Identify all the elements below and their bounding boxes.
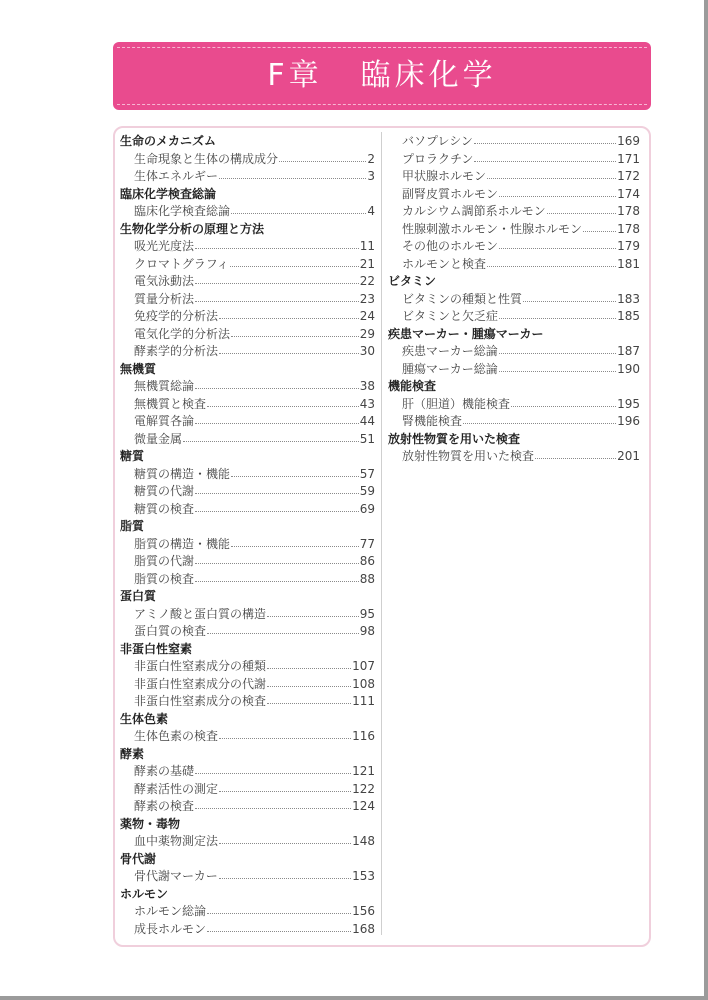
toc-entry-label: 性腺刺激ホルモン・性腺ホルモン (402, 221, 583, 236)
toc-entry-label: 生命現象と生体の構成成分 (134, 151, 279, 166)
toc-entry-label: 腫瘍マーカー総論 (402, 361, 498, 376)
toc-entry[interactable] (120, 378, 375, 396)
toc-entry[interactable] (388, 361, 640, 379)
toc-entry-label: 免疫学的分析法 (134, 309, 219, 323)
toc-entry-label: 糖質の検査 (134, 501, 195, 516)
toc-section-heading: 臨床化学検査総論 (120, 186, 217, 201)
dot-leader (195, 423, 359, 424)
toc-entry[interactable] (388, 413, 640, 431)
toc-entry-page: 116 (352, 729, 375, 743)
toc-entry[interactable] (388, 133, 640, 151)
toc-entry[interactable] (388, 221, 640, 239)
toc-entry-label: ホルモン総論 (134, 904, 207, 918)
dot-leader (195, 581, 359, 582)
toc-entry[interactable] (120, 606, 375, 624)
toc-entry-label: 脂質の検査 (134, 571, 195, 586)
chapter-title (113, 42, 651, 110)
toc-entry-label: プロラクチン (402, 151, 474, 166)
toc-entry-page: 30 (359, 344, 375, 358)
toc-entry-label: 腎機能検査 (402, 414, 463, 428)
toc-entry-label: 酵素学的分析法 (134, 344, 219, 358)
toc-entry-page: 38 (359, 379, 375, 393)
dot-leader (474, 143, 616, 144)
toc-entry-label: 非蛋白性窒素成分の種類 (134, 659, 267, 673)
dot-leader (231, 546, 359, 547)
toc-column-right (388, 133, 640, 466)
toc-entry-label: 脂質の代謝 (134, 554, 195, 568)
dot-leader (231, 213, 366, 214)
toc-entry-label: バソプレシン (402, 134, 473, 148)
toc-section-heading: 生命のメカニズム (120, 134, 217, 148)
toc-entry[interactable] (120, 693, 375, 711)
toc-entry[interactable] (120, 413, 375, 431)
toc-entry-label: 副腎皮質ホルモン (402, 186, 499, 201)
dot-leader (219, 318, 359, 319)
toc-section-heading: 疾患マーカー・腫瘍マーカー (388, 326, 544, 341)
toc-entry-label: 疾患マーカー総論 (402, 344, 498, 358)
dot-leader (195, 301, 359, 302)
toc-entry-page: 43 (359, 396, 375, 411)
toc-entry-label: 生体色素の検査 (134, 729, 219, 743)
dot-leader (511, 406, 616, 407)
toc-entry[interactable] (120, 798, 375, 816)
toc-entry-page: 111 (352, 694, 375, 708)
toc-section-heading: 非蛋白性窒素 (120, 641, 193, 656)
page-edge-bottom (0, 996, 708, 1000)
toc-entry-label: 吸光光度法 (134, 239, 195, 253)
dot-leader (267, 616, 359, 617)
toc-entry-page: 195 (617, 396, 640, 411)
toc-entry[interactable] (388, 168, 640, 186)
toc-entry-page: 148 (352, 834, 375, 848)
toc-entry[interactable] (120, 273, 375, 291)
toc-entry-label: 質量分析法 (134, 291, 195, 306)
toc-entry[interactable] (388, 203, 640, 221)
toc-entry-page: 86 (359, 554, 375, 568)
toc-entry-label: 電解質各論 (134, 414, 195, 428)
dot-leader (195, 511, 359, 512)
toc-entry[interactable] (120, 553, 375, 571)
toc-section-heading: 機能検査 (388, 379, 437, 393)
dot-leader (195, 248, 359, 249)
toc-entry-page: 51 (359, 431, 375, 446)
toc-entry[interactable] (120, 501, 375, 519)
toc-entry-page: 121 (352, 764, 375, 778)
toc-entry[interactable] (120, 308, 375, 326)
toc-entry[interactable] (120, 326, 375, 344)
toc-entry-page: 2 (367, 151, 375, 166)
toc-section-heading: 脂質 (120, 519, 145, 533)
dot-leader (219, 178, 366, 179)
chapter-name: 臨床化学 (360, 58, 497, 93)
toc-entry-label: 肝（胆道）機能検査 (402, 396, 511, 411)
toc-entry-label: 無機質と検査 (134, 396, 207, 411)
dot-leader (219, 738, 351, 739)
toc-entry-page: 185 (617, 309, 640, 323)
dot-leader (267, 686, 351, 687)
toc-entry-label: ホルモンと検査 (402, 256, 487, 271)
toc-entry[interactable] (388, 151, 640, 169)
dot-leader (195, 283, 359, 284)
toc-entry-label: 成長ホルモン (134, 921, 207, 936)
toc-section-heading: 生物化学分析の原理と方法 (120, 221, 265, 236)
dot-leader (195, 808, 351, 809)
toc-entry[interactable] (120, 431, 375, 449)
toc-entry-page: 57 (359, 466, 375, 481)
toc-entry[interactable] (120, 763, 375, 781)
toc-entry[interactable] (120, 466, 375, 484)
toc-entry-page: 108 (352, 676, 375, 691)
dot-leader (499, 248, 616, 249)
toc-section-heading: 薬物・毒物 (120, 816, 181, 831)
toc-entry-page: 69 (359, 501, 375, 516)
toc-entry[interactable] (120, 256, 375, 274)
dot-leader (183, 441, 359, 442)
dot-leader (487, 266, 616, 267)
toc-entry-page: 98 (359, 624, 375, 638)
toc-entry-page: 174 (617, 186, 640, 201)
toc-entry[interactable] (120, 903, 375, 921)
toc-entry-label: 臨床化学検査総論 (134, 204, 231, 218)
toc-entry[interactable] (388, 308, 640, 326)
toc-entry-label: 電気化学的分析法 (134, 326, 231, 341)
toc-entry-page: 88 (359, 571, 375, 586)
toc-entry[interactable] (388, 238, 640, 256)
toc-entry[interactable] (120, 536, 375, 554)
toc-entry[interactable] (388, 396, 640, 414)
dot-leader (195, 773, 351, 774)
toc-entry-label: アミノ酸と蛋白質の構造 (134, 606, 267, 621)
toc-entry-page: 183 (617, 291, 640, 306)
toc-entry-label: 糖質の構造・機能 (134, 466, 231, 481)
toc-entry[interactable] (388, 291, 640, 309)
toc-entry[interactable] (120, 396, 375, 414)
dot-leader (195, 388, 359, 389)
dot-leader (230, 266, 359, 267)
toc-entry[interactable] (120, 238, 375, 256)
dot-leader (535, 458, 616, 459)
toc-entry-page: 11 (359, 239, 375, 253)
toc-entry-label: 脂質の構造・機能 (134, 536, 231, 551)
toc-entry[interactable] (388, 186, 640, 204)
toc-section-heading: 酵素 (120, 746, 145, 761)
toc-entry-page: 201 (617, 449, 640, 463)
toc-entry-label: 電気泳動法 (134, 274, 195, 288)
toc-entry[interactable] (120, 728, 375, 746)
toc-entry-label: 非蛋白性窒素成分の代謝 (134, 676, 267, 691)
dot-leader (547, 213, 617, 214)
toc-entry-page: 172 (617, 169, 640, 183)
toc-section-heading: ビタミン (388, 274, 437, 288)
toc-section-heading: 無機質 (120, 361, 157, 376)
dot-leader (219, 791, 351, 792)
toc-entry-label: 酵素活性の測定 (134, 781, 219, 796)
toc-entry-label: 微量金属 (134, 431, 183, 446)
toc-entry[interactable] (120, 921, 375, 939)
toc-entry-label: ビタミンと欠乏症 (402, 309, 499, 323)
toc-entry-page: 4 (367, 204, 375, 218)
toc-entry-label: クロマトグラフィ (134, 256, 229, 271)
toc-section-heading: 骨代謝 (120, 851, 157, 866)
toc-entry-page: 169 (617, 134, 640, 148)
toc-entry[interactable] (120, 168, 375, 186)
dot-leader (207, 931, 351, 932)
toc-entry-page: 178 (617, 221, 640, 236)
toc-entry-page: 122 (352, 781, 375, 796)
toc-entry-page: 196 (617, 414, 640, 428)
toc-entry-page: 168 (352, 921, 375, 936)
toc-entry-page: 23 (359, 291, 375, 306)
toc-entry-label: 蛋白質の検査 (134, 624, 207, 638)
toc-entry[interactable] (388, 343, 640, 361)
toc-entry-page: 179 (617, 239, 640, 253)
toc-entry-page: 181 (617, 256, 640, 271)
toc-entry-label: カルシウム調節系ホルモン (402, 204, 546, 218)
toc-entry-label: 非蛋白性窒素成分の検査 (134, 694, 267, 708)
toc-entry[interactable] (120, 833, 375, 851)
dot-leader (474, 161, 616, 162)
toc-entry[interactable] (388, 256, 640, 274)
dot-leader (195, 493, 359, 494)
toc-entry-page: 187 (617, 344, 640, 358)
toc-entry-label: 放射性物質を用いた検査 (402, 449, 535, 463)
toc-section-heading: 糖質 (120, 449, 145, 463)
toc-entry-page: 190 (617, 361, 640, 376)
toc-entry-page: 29 (359, 326, 375, 341)
dot-leader (499, 318, 616, 319)
toc-entry[interactable] (120, 151, 375, 169)
dot-leader (231, 476, 359, 477)
toc-entry-page: 59 (359, 484, 375, 498)
toc-entry[interactable] (120, 571, 375, 589)
dot-leader (499, 196, 616, 197)
toc-section-heading: 放射性物質を用いた検査 (388, 431, 521, 446)
toc-entry-page: 44 (359, 414, 375, 428)
toc-entry-page: 153 (352, 869, 375, 883)
dot-leader (207, 913, 351, 914)
toc-entry[interactable] (120, 291, 375, 309)
dot-leader (231, 336, 359, 337)
dot-leader (195, 563, 359, 564)
toc-entry[interactable] (388, 448, 640, 466)
chapter-letter: F章 (267, 58, 323, 93)
toc-entry-page: 124 (352, 799, 375, 813)
toc-entry-label: 血中薬物測定法 (134, 834, 219, 848)
dot-leader (219, 353, 359, 354)
toc-entry-page: 22 (359, 274, 375, 288)
toc-entry-label: 骨代謝マーカー (134, 869, 218, 883)
dot-leader (219, 878, 351, 879)
toc-entry[interactable] (120, 781, 375, 799)
dot-leader (267, 668, 351, 669)
toc-entry-page: 156 (352, 904, 375, 918)
toc-entry-page: 95 (359, 606, 375, 621)
toc-entry[interactable] (120, 203, 375, 221)
toc-section-heading: 蛋白質 (120, 589, 157, 603)
toc-entry[interactable] (120, 623, 375, 641)
dot-leader (499, 353, 616, 354)
toc-entry-page: 77 (359, 536, 375, 551)
toc-entry-page: 3 (367, 169, 375, 183)
toc-entry[interactable] (120, 658, 375, 676)
toc-entry-label: 酵素の基礎 (134, 764, 195, 778)
chapter-banner (113, 42, 651, 110)
toc-entry[interactable] (120, 343, 375, 361)
toc-entry-label: 甲状腺ホルモン (402, 169, 487, 183)
toc-entry-page: 21 (359, 256, 375, 271)
toc-section-heading: 生体色素 (120, 711, 169, 726)
dot-leader (267, 703, 351, 704)
dot-leader (583, 231, 616, 232)
dot-leader (279, 161, 366, 162)
toc-entry-label: 生体エネルギー (134, 169, 219, 183)
dot-leader (499, 371, 616, 372)
dot-leader (487, 178, 616, 179)
toc-column-left (120, 133, 375, 938)
toc-entry-page: 107 (352, 659, 375, 673)
toc-entry[interactable] (120, 676, 375, 694)
dot-leader (207, 633, 359, 634)
dot-leader (207, 406, 359, 407)
dot-leader (219, 843, 351, 844)
column-divider (381, 132, 382, 935)
page-edge-right (704, 0, 708, 1000)
toc-entry-label: 糖質の代謝 (134, 484, 195, 498)
toc-entry-page: 171 (617, 151, 640, 166)
toc-entry-label: 無機質総論 (134, 379, 195, 393)
toc-entry-label: ビタミンの種類と性質 (402, 291, 523, 306)
toc-entry-label: その他のホルモン (402, 239, 499, 253)
toc-entry-label: 酵素の検査 (134, 799, 195, 813)
toc-section-heading: ホルモン (120, 886, 169, 901)
dot-leader (463, 423, 616, 424)
dot-leader (523, 301, 616, 302)
toc-entry-page: 24 (359, 309, 375, 323)
toc-entry[interactable] (120, 868, 375, 886)
toc-entry[interactable] (120, 483, 375, 501)
toc-entry-page: 178 (617, 204, 640, 218)
